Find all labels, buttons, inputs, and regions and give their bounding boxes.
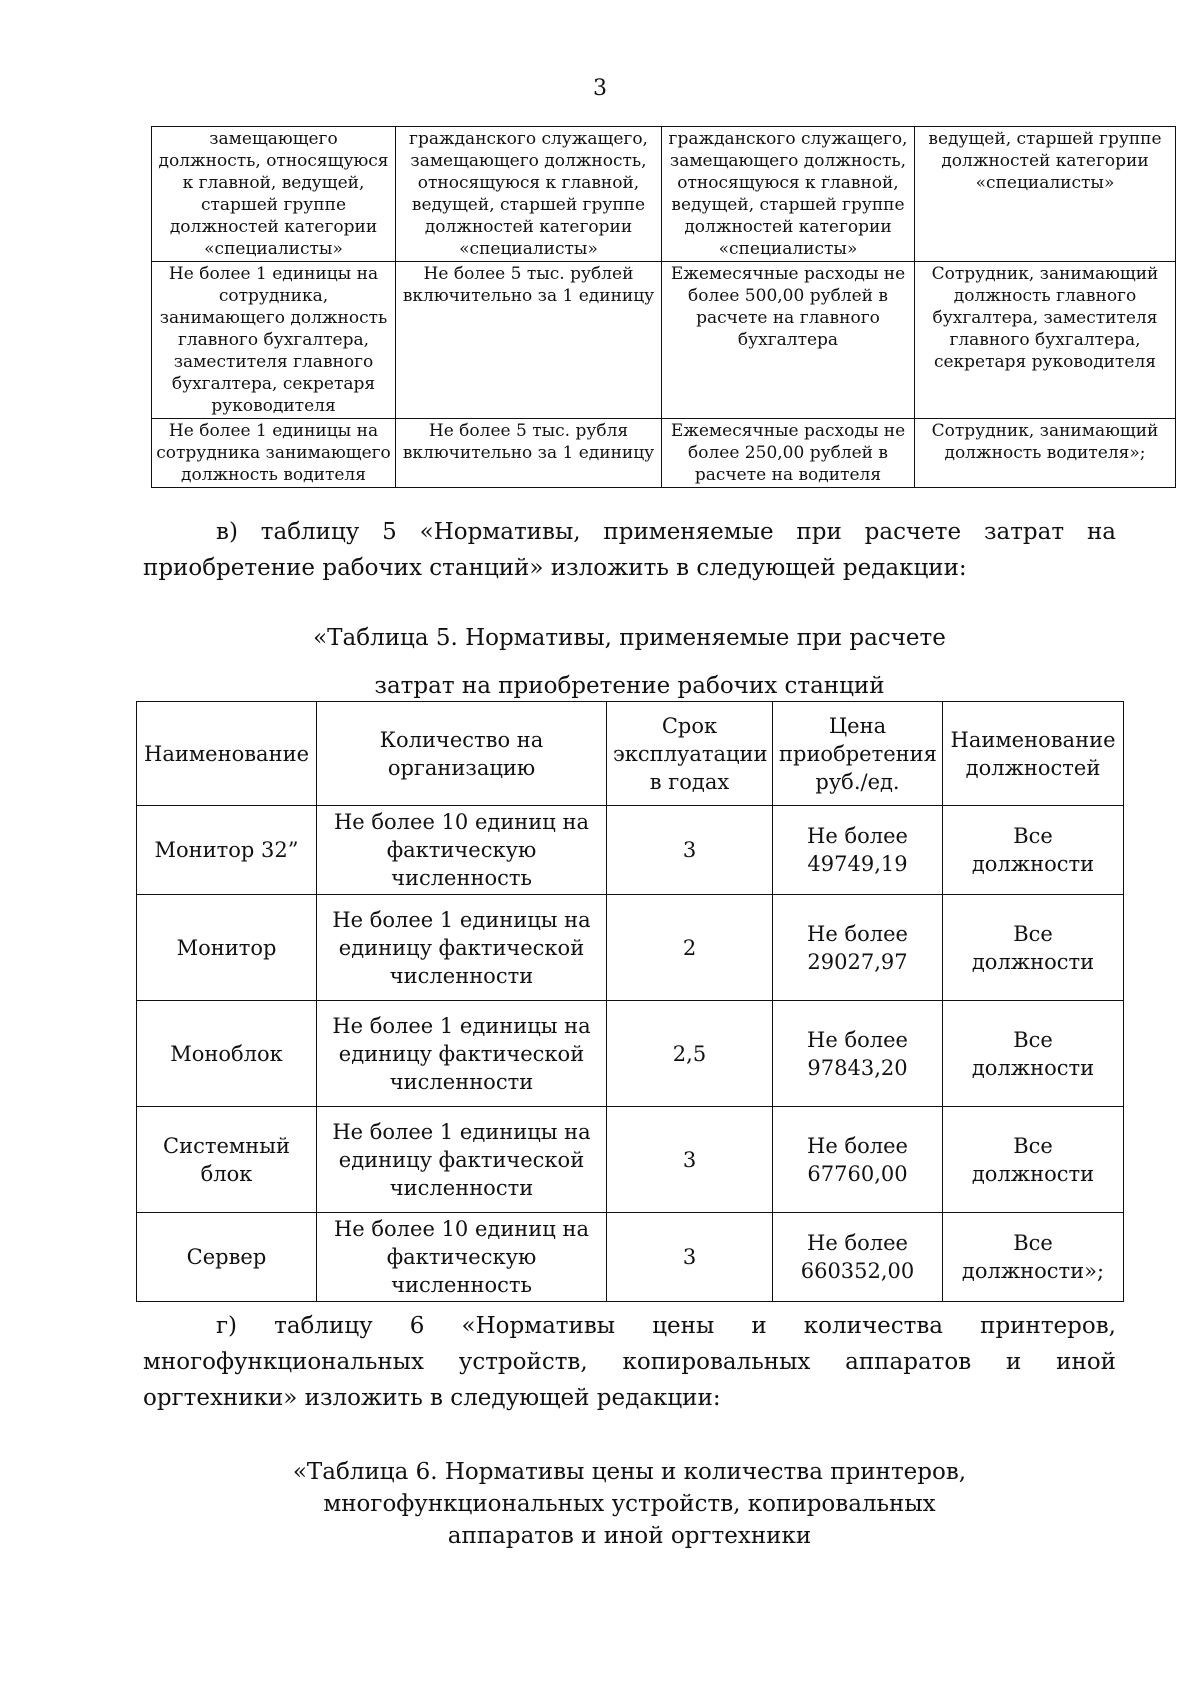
table-cell: Сотрудник, занимающий должность главного бухгалтера, заместителя главного бухгалтера, секретаря руководителя (915, 262, 1176, 419)
table-cell: 2,5 (607, 1001, 773, 1107)
table-6-caption (143, 1456, 1116, 1552)
table-5-caption (143, 614, 1116, 710)
table-cell: Не более 1 единицы на единицу фактической численности (317, 1001, 607, 1107)
table-cell: Не более 97843,20 (773, 1001, 943, 1107)
table-cell: Не более 10 единиц на фактическую численность (317, 806, 607, 895)
table-cell: Все должности»; (943, 1213, 1124, 1302)
table-cell: гражданского служащего, замещающего должность, относящуюся к главной, ведущей, старшей группе должностей категории «специалисты» (662, 127, 915, 262)
table-cell: Не более 5 тыс. рубля включительно за 1 единицу (396, 419, 662, 488)
caption-line: многофункциональных устройств, копировальных (323, 1491, 936, 1517)
table-cell: Моноблок (137, 1001, 317, 1107)
table-cell: Ежемесячные расходы не более 500,00 рублей в расчете на главного бухгалтера (662, 262, 915, 419)
table-row (137, 895, 1124, 1001)
table-cell: Сотрудник, занимающий должность водителя»; (915, 419, 1176, 488)
paragraph-line: редакции: (596, 1385, 721, 1411)
table-cell: 3 (607, 806, 773, 895)
table-row (152, 262, 1176, 419)
table-cell: 3 (607, 1107, 773, 1213)
paragraph-line: рабочих станций» изложить в следующей редакции: (322, 555, 967, 581)
table-4-continuation (151, 126, 1176, 488)
paragraph-line: г) таблицу 6 «Нормативы цены и количества принтеров, многофункциональных (143, 1313, 1116, 1375)
table-cell: 3 (607, 1213, 773, 1302)
table-row (152, 419, 1176, 488)
table-cell: Монитор (137, 895, 317, 1001)
paragraph-line: устройств, копировальных аппаратов и иной оргтехники» изложить в следующей (143, 1349, 1116, 1411)
table-cell: Сервер (137, 1213, 317, 1302)
paragraph-g (143, 1308, 1116, 1416)
table-row (137, 1213, 1124, 1302)
table-row (152, 127, 1176, 262)
caption-line: «Таблица 5. Нормативы, применяемые при расчете (313, 625, 946, 651)
column-header-quantity: Количество на организацию (317, 702, 607, 806)
table-cell: Системный блок (137, 1107, 317, 1213)
table-cell: Не более 1 единицы на единицу фактической численности (317, 1107, 607, 1213)
table-header-row (137, 702, 1124, 806)
page-number: 3 (593, 76, 607, 101)
caption-line: аппаратов и иной оргтехники (447, 1523, 812, 1549)
column-header-name: Наименование (137, 702, 317, 806)
caption-line: «Таблица 6. Нормативы цены и количества принтеров, (292, 1459, 967, 1485)
table-cell: Не более 49749,19 (773, 806, 943, 895)
table-cell: Не более 660352,00 (773, 1213, 943, 1302)
table-row (137, 806, 1124, 895)
table-cell: Все должности (943, 895, 1124, 1001)
table-row (137, 1001, 1124, 1107)
column-header-price: Цена приобретения руб./ед. (773, 702, 943, 806)
paragraph-v (143, 514, 1116, 586)
table-cell: Все должности (943, 806, 1124, 895)
table-cell: Не более 1 единицы на единицу фактической численности (317, 895, 607, 1001)
caption-line: затрат на приобретение рабочих станций (374, 673, 885, 699)
table-cell: Ежемесячные расходы не более 250,00 рублей в расчете на водителя (662, 419, 915, 488)
table-cell: Все должности (943, 1001, 1124, 1107)
table-cell: Не более 67760,00 (773, 1107, 943, 1213)
table-cell: Не более 29027,97 (773, 895, 943, 1001)
column-header-service-life: Срок эксплуатации в годах (607, 702, 773, 806)
table-cell: Не более 5 тыс. рублей включительно за 1 единицу (396, 262, 662, 419)
table-5-workstations (136, 701, 1124, 1302)
table-cell: Все должности (943, 1107, 1124, 1213)
paragraph-line: в) таблицу 5 «Нормативы, применяемые при расчете затрат на приобретение (143, 519, 1116, 581)
table-cell: Монитор 32” (137, 806, 317, 895)
column-header-positions: Наименование должностей (943, 702, 1124, 806)
table-cell: Не более 10 единиц на фактическую численность (317, 1213, 607, 1302)
table-cell: Не более 1 единицы на сотрудника занимающего должность водителя (152, 419, 396, 488)
table-cell: ведущей, старшей группе должностей категории «специалисты» (915, 127, 1176, 262)
table-cell: замещающего должность, относящуюся к главной, ведущей, старшей группе должностей категории «специалисты» (152, 127, 396, 262)
table-row (137, 1107, 1124, 1213)
table-cell: 2 (607, 895, 773, 1001)
table-cell: гражданского служащего, замещающего должность, относящуюся к главной, ведущей, старшей группе должностей категории «специалисты» (396, 127, 662, 262)
table-cell: Не более 1 единицы на сотрудника, занимающего должность главного бухгалтера, заместителя главного бухгалтера, секретаря руководителя (152, 262, 396, 419)
